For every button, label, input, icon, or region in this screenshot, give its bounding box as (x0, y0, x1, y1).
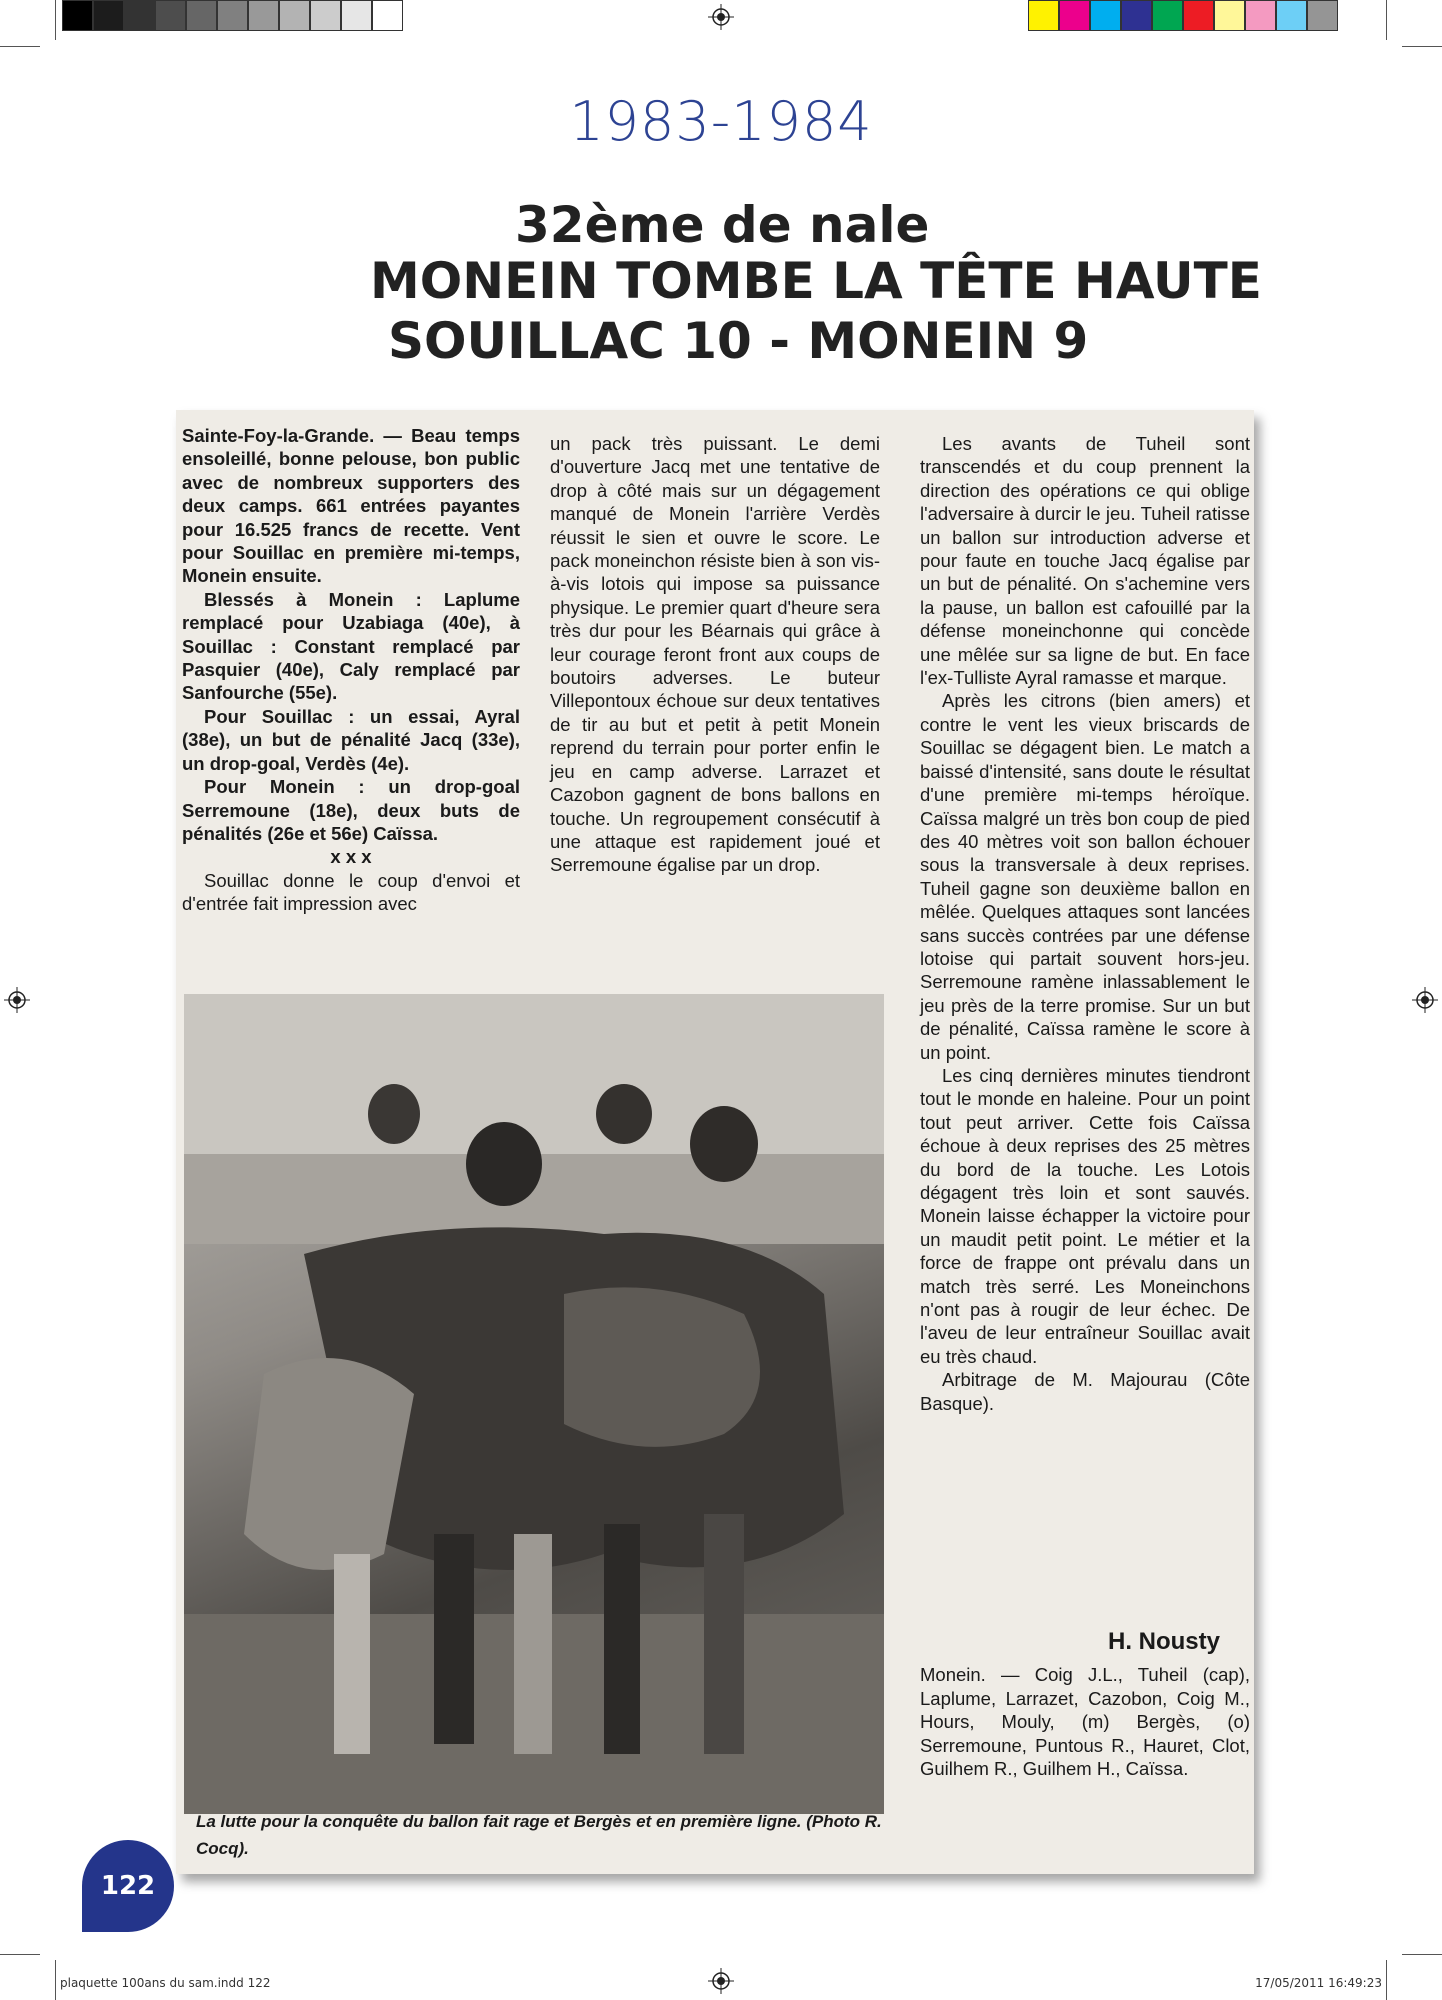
color-swatch (1276, 0, 1307, 31)
file-slug: plaquette 100ans du sam.indd 122 (60, 1976, 271, 1990)
crop-mark (0, 1954, 40, 1955)
color-swatch (1121, 0, 1152, 31)
score-headline: SOUILLAC 10 - MONEIN 9 (388, 312, 1089, 370)
rugby-scrum-photo (184, 994, 884, 1814)
crop-mark (55, 0, 56, 40)
color-swatch (1183, 0, 1214, 31)
newspaper-clipping (176, 410, 1254, 1874)
crop-mark (1386, 0, 1387, 40)
gray-swatch (279, 0, 310, 31)
article-column-2 (550, 432, 880, 877)
article-paragraph: Pour Souillac : un essai, Ayral (38e), un but de pénalité Jacq (33e), un drop-goal, Verdès (4e). (182, 705, 520, 774)
article-column-1 (182, 424, 520, 916)
color-swatch (1245, 0, 1276, 31)
gray-swatch (124, 0, 155, 31)
print-timestamp: 17/05/2011 16:49:23 (1255, 1976, 1382, 1990)
team-lineup: Monein. — Coig J.L., Tuheil (cap), Laplume, Larrazet, Cazobon, Coig M., Hours, Mouly, (m) Bergès, (o) Serremoune, Puntous R., Hauret, Clot, Guilhem R., Guilhem H., Caïssa. (920, 1664, 1250, 1780)
color-swatch (1090, 0, 1121, 31)
gray-swatch (248, 0, 279, 31)
color-swatch (1028, 0, 1059, 31)
gray-swatch (310, 0, 341, 31)
page-number-badge: 122 (82, 1840, 174, 1932)
article-paragraph: Blessés à Monein : Laplume remplacé pour Uzabiaga (40e), à Souillac : Constant remplacé par Pasquier (40e), Caly remplacé par Sanfourche (55e). (182, 588, 520, 704)
gray-swatch (186, 0, 217, 31)
color-swatch (1214, 0, 1245, 31)
article-column-3 (920, 432, 1250, 1415)
color-swatch (1307, 0, 1338, 31)
gray-swatch (217, 0, 248, 31)
registration-mark-icon (708, 1968, 734, 1994)
article-paragraph: un pack très puissant. Le demi d'ouverture Jacq met une tentative de drop à côté mais sur un dégagement manqué de Monein l'arrière Verdès réussit le sien et ouvre le score. Le pack moneinchon résiste bien à son vis-à-vis lotois qui impose sa puissance physique. Le premier quart d'heure sera très dur pour les Béarnais qui grâce à leur courage feront front aux coups de boutoirs adverses. Le buteur Villepontoux échoue sur deux tentatives de tir au but et petit à petit Monein reprend du terrain pour porter enfin le jeu en camp adverse. Larrazet et Cazobon gagnent de bons ballons en touche. Un regroupement consécutif à une attaque est rapidement joué et Serremoune égalise par un drop. (550, 433, 880, 876)
article-paragraph: Sainte-Foy-la-Grande. — Beau temps ensoleillé, bonne pelouse, bon public avec de nombreux supporters des deux camps. 661 entrées payantes pour 16.525 francs de recette. Vent pour Souillac en première mi-temps, Monein ensuite. (182, 425, 520, 587)
registration-mark-icon (4, 987, 30, 1013)
author-signature: H. Nousty (1107, 1628, 1220, 1655)
gray-swatch (341, 0, 372, 31)
article-paragraph: Les cinq dernières minutes tiendront tout le monde en haleine. Pour un point tout peut arriver. Cette fois Caïssa échoue à deux reprises des 25 mètres du bord de la touche. Les Lotois dégagent très loin et sont sauvés. Monein laisse échapper la victoire pour un maudit petit point. Le métier et la force de frappe ont prévalu dans un match très serré. Les Moneinchons n'ont pas à rougir de leur échec. De l'aveu de leur entraîneur Souillac avait eu très chaud. (920, 1064, 1250, 1367)
registration-mark-icon (708, 4, 734, 30)
color-swatch (1152, 0, 1183, 31)
section-separator: x x x (330, 846, 372, 868)
color-swatch (1059, 0, 1090, 31)
gray-swatch (93, 0, 124, 31)
photo-caption: La lutte pour la conquête du ballon fait rage et Bergès et en première ligne. (Photo R. Cocq). (196, 1812, 882, 1858)
article-footer (920, 1630, 1250, 1780)
gray-swatch (155, 0, 186, 31)
season-title: 1983-1984 (569, 90, 873, 153)
crop-mark (55, 1960, 56, 2000)
round-heading: 32ème de nale (515, 196, 930, 254)
article-paragraph: Pour Monein : un drop-goal Serremoune (18e), deux buts de pénalités (26e et 56e) Caïssa. (182, 776, 520, 844)
article-paragraph: Les avants de Tuheil sont transcendés et du coup prennent la direction des opérations ce qui oblige l'adversaire à durcir le jeu. Tuheil ratisse un ballon sur introduction adverse et pour faute en touche Jacq égalise par un but de pénalité. On s'achemine vers la pause, un ballon est cafouillé par la défense moneinchonne qui concède une mêlée sur sa ligne de but. En face l'ex-Tulliste Ayral ramasse et marque. (920, 433, 1250, 689)
registration-mark-icon (1412, 987, 1438, 1013)
article-paragraph: Après les citrons (bien amers) et contre le vent les vieux briscards de Souillac se dégagent bien. Le match a baissé d'intensité, sans doute le résultat d'une première mi-temps héroïque. Caïssa malgré un très bon coup de pied des 40 mètres voit son ballon échouer sous la transversale à deux reprises. Tuheil gagne son deuxième ballon en mêlée. Quelques attaques sont lancées sans succès contrées par une défense lotoise qui partait souvent hors-jeu. Serremoune ramène inlassablement le jeu près de la terre promise. Sur un but de pénalité, Caïssa ramène le score à un point. (920, 690, 1250, 1063)
crop-mark (1402, 46, 1442, 47)
article-paragraph: Souillac donne le coup d'envoi et d'entrée fait impression avec (182, 869, 520, 915)
crop-mark (1386, 1960, 1387, 2000)
crop-mark (0, 46, 40, 47)
photo-illustration (184, 994, 884, 1814)
article-paragraph: Arbitrage de M. Majourau (Côte Basque). (920, 1369, 1250, 1414)
gray-swatch (372, 0, 403, 31)
headline: MONEIN TOMBE LA TÊTE HAUTE (370, 252, 1262, 310)
crop-mark (1402, 1954, 1442, 1955)
gray-swatch (62, 0, 93, 31)
